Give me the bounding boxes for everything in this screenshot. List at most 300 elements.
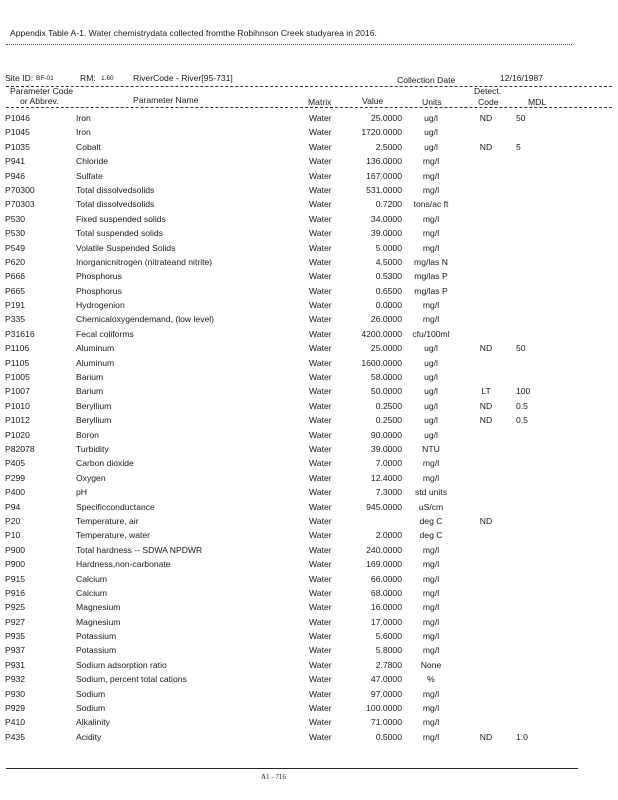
- table-row: [0, 471, 618, 485]
- param-code-cell: P70300: [5, 184, 35, 195]
- matrix-header: Matrix: [308, 97, 332, 107]
- value-cell: 5.6000: [375, 631, 402, 642]
- table-row: [0, 672, 618, 686]
- value-cell: 39.0000: [370, 443, 402, 454]
- units-cell: mg/las N: [414, 256, 448, 267]
- table-row: [0, 241, 618, 255]
- table-row: [0, 269, 618, 283]
- param-code-cell: P405: [5, 458, 26, 469]
- param-code-cell: P931: [5, 659, 26, 670]
- value-cell: 100.0000: [366, 703, 402, 714]
- data-table: [0, 111, 618, 744]
- footer-divider: [6, 768, 578, 769]
- matrix-cell: Water: [309, 242, 332, 253]
- param-code-cell: P932: [5, 674, 26, 685]
- matrix-cell: Water: [309, 587, 332, 598]
- value-cell: 16.0000: [370, 602, 402, 613]
- detect-code-cell: ND: [479, 731, 493, 742]
- matrix-cell: Water: [309, 386, 332, 397]
- param-code-cell: P20: [5, 515, 21, 526]
- matrix-cell: Water: [309, 314, 332, 325]
- table-row: [0, 658, 618, 672]
- param-code-cell: P400: [5, 487, 26, 498]
- detect-header: Detect.: [474, 86, 502, 96]
- value-cell: 58.0000: [370, 372, 402, 383]
- units-cell: mg/l: [422, 731, 440, 742]
- value-cell: 167.0000: [366, 170, 402, 181]
- mdl-cell: 0.5: [516, 415, 528, 426]
- table-row: [0, 284, 618, 298]
- matrix-cell: Water: [309, 228, 332, 239]
- value-cell: 4200.0000: [361, 328, 402, 339]
- value-cell: 26.0000: [370, 314, 402, 325]
- param-name-cell: Sulfate: [76, 170, 103, 181]
- table-row: [0, 687, 618, 701]
- mdl-cell: 50: [516, 343, 526, 354]
- param-name-cell: Barium: [76, 386, 104, 397]
- header-top-divider: [6, 86, 612, 87]
- param-name-cell: Sodium: [76, 703, 106, 714]
- units-cell: mg/las P: [414, 271, 448, 282]
- param-code-cell: P927: [5, 616, 26, 627]
- param-name-cell: Total suspended solids: [76, 228, 163, 239]
- matrix-cell: Water: [309, 328, 332, 339]
- mdl-cell: 5: [516, 141, 521, 152]
- param-code-cell: P1010: [5, 400, 30, 411]
- param-name-cell: Total dissolvedsolids: [76, 184, 155, 195]
- detect-code-cell: ND: [479, 415, 493, 426]
- value-cell: 5.8000: [375, 645, 402, 656]
- matrix-cell: Water: [309, 688, 332, 699]
- param-name-cell: Calcium: [76, 587, 108, 598]
- mdl-cell: 50: [516, 113, 526, 123]
- param-code-header: Parameter Code: [10, 86, 74, 96]
- units-cell: mg/l: [422, 616, 440, 627]
- param-code-cell: P1007: [5, 386, 30, 397]
- units-cell: mg/l: [422, 228, 440, 239]
- mdl-header: MDL: [528, 97, 547, 107]
- units-cell: deg C: [419, 515, 443, 526]
- value-cell: 0.6500: [375, 285, 402, 296]
- value-cell: 136.0000: [366, 156, 402, 167]
- matrix-cell: Water: [309, 616, 332, 627]
- value-cell: 2.0000: [375, 530, 402, 541]
- param-code-cell: P900: [5, 544, 26, 555]
- matrix-cell: Water: [309, 731, 332, 742]
- site-id-label: Site ID:: [5, 73, 34, 83]
- table-row: [0, 528, 618, 542]
- units-cell: mg/l: [422, 602, 440, 613]
- param-name-cell: Magnesium: [76, 602, 121, 613]
- units-cell: mg/l: [422, 213, 440, 224]
- units-cell: mg/l: [422, 703, 440, 714]
- param-name-cell: Barium: [76, 372, 104, 383]
- value-cell: 7.0000: [375, 458, 402, 469]
- matrix-cell: Water: [309, 602, 332, 613]
- param-code-cell: P900: [5, 559, 26, 570]
- table-row: [0, 255, 618, 269]
- table-row: [0, 183, 618, 197]
- matrix-cell: Water: [309, 127, 332, 138]
- param-name-cell: Inorganicnitrogen (nitrateand nitrite): [76, 256, 213, 267]
- param-code-cell: P929: [5, 703, 26, 714]
- units-cell: mg/l: [422, 645, 440, 656]
- table-row: [0, 312, 618, 326]
- units-header: Units: [422, 97, 442, 107]
- value-cell: 0.5300: [375, 271, 402, 282]
- page-title: Appendix Table A-1. Water chemistrydata collected fromthe Robihnson Creek studyarea in 2016.: [10, 28, 377, 38]
- value-cell: 169.0000: [366, 559, 402, 570]
- param-code-cell: P665: [5, 285, 26, 296]
- table-row: [0, 327, 618, 341]
- matrix-cell: Water: [309, 703, 332, 714]
- param-code-cell: P916: [5, 587, 26, 598]
- value-cell: 0.5000: [375, 731, 402, 742]
- param-code-cell: P82078: [5, 443, 35, 454]
- param-code-cell: P1105: [5, 357, 30, 368]
- value-cell: 2.7800: [375, 659, 402, 670]
- param-name-cell: Sodium adsorption ratio: [76, 659, 167, 670]
- param-name-cell: Cobalt: [76, 141, 101, 152]
- param-name-cell: Carbon dioxide: [76, 458, 134, 469]
- value-cell: 50.0000: [370, 386, 402, 397]
- table-row: [0, 140, 618, 154]
- table-row: [0, 600, 618, 614]
- table-row: [0, 456, 618, 470]
- value-cell: 34.0000: [370, 213, 402, 224]
- param-name-cell: Phosphorus: [76, 285, 122, 296]
- value-cell: 97.0000: [370, 688, 402, 699]
- param-code-cell: P1046: [5, 113, 30, 123]
- value-cell: 1600.0000: [361, 357, 402, 368]
- param-name-cell: Beryllium: [76, 415, 112, 426]
- param-name-cell: Iron: [76, 113, 91, 123]
- param-code-cell: P937: [5, 645, 26, 656]
- param-code-cell: P10: [5, 530, 21, 541]
- param-name-cell: Hardness,non-carbonate: [76, 559, 171, 570]
- matrix-cell: Water: [309, 400, 332, 411]
- value-cell: 0.2500: [375, 415, 402, 426]
- matrix-cell: Water: [309, 559, 332, 570]
- param-name-header: Parameter Name: [133, 95, 199, 105]
- value-cell: 25.0000: [370, 343, 402, 354]
- table-row: [0, 500, 618, 514]
- param-name-cell: Sodium, percent total cations: [76, 674, 187, 685]
- units-cell: NTU: [422, 443, 440, 454]
- matrix-cell: Water: [309, 256, 332, 267]
- param-name-cell: Acidity: [76, 731, 102, 742]
- value-cell: 25.0000: [370, 113, 402, 123]
- units-cell: mg/l: [422, 300, 440, 311]
- page-number: A1 - 716: [261, 773, 286, 781]
- param-name-cell: Temperature, air: [76, 515, 139, 526]
- param-name-cell: Aluminum: [76, 343, 115, 354]
- rm-label: RM:: [80, 73, 96, 83]
- param-code-cell: P666: [5, 271, 26, 282]
- matrix-cell: Water: [309, 271, 332, 282]
- units-cell: cfu/100ml: [412, 328, 450, 339]
- table-row: [0, 557, 618, 571]
- param-code-header-line2: or Abbrev.: [20, 96, 59, 106]
- matrix-cell: Water: [309, 501, 332, 512]
- param-name-cell: Hydrogenion: [76, 300, 125, 311]
- rm-value: 1.60: [101, 75, 114, 82]
- value-cell: 0.7200: [375, 199, 402, 210]
- value-cell: 7.3000: [375, 487, 402, 498]
- table-row: [0, 399, 618, 413]
- table-row: [0, 514, 618, 528]
- param-name-cell: Chloride: [76, 156, 109, 167]
- param-name-cell: Iron: [76, 127, 91, 138]
- param-name-cell: pH: [76, 487, 87, 498]
- param-code-cell: P191: [5, 300, 26, 311]
- matrix-cell: Water: [309, 659, 332, 670]
- units-cell: mg/las P: [414, 285, 448, 296]
- units-cell: mg/l: [422, 170, 440, 181]
- matrix-cell: Water: [309, 530, 332, 541]
- param-name-cell: Potassium: [76, 631, 117, 642]
- param-code-cell: P1020: [5, 429, 30, 440]
- value-cell: 0.2500: [375, 400, 402, 411]
- param-code-cell: P915: [5, 573, 26, 584]
- value-cell: 5.0000: [375, 242, 402, 253]
- table-row: [0, 413, 618, 427]
- param-name-cell: Potassium: [76, 645, 117, 656]
- param-code-cell: P1005: [5, 372, 30, 383]
- table-row: [0, 384, 618, 398]
- site-id-value: BF-01: [36, 75, 54, 82]
- param-name-cell: Fecal coliforms: [76, 328, 134, 339]
- value-cell: 39.0000: [370, 228, 402, 239]
- units-cell: ug/l: [424, 372, 438, 383]
- param-code-cell: P299: [5, 472, 26, 483]
- value-header: Value: [362, 96, 384, 106]
- units-cell: mg/l: [422, 631, 440, 642]
- river-code: RiverCode - River[95-731]: [133, 73, 233, 83]
- value-cell: 4.5000: [375, 256, 402, 267]
- units-cell: deg C: [419, 530, 443, 541]
- units-cell: ug/l: [424, 113, 438, 123]
- detect-code-cell: ND: [479, 343, 493, 354]
- table-row: [0, 715, 618, 729]
- value-cell: 0.0000: [375, 300, 402, 311]
- units-cell: ug/l: [424, 400, 438, 411]
- units-cell: ug/l: [424, 343, 438, 354]
- param-name-cell: Beryllium: [76, 400, 112, 411]
- matrix-cell: Water: [309, 199, 332, 210]
- table-row: [0, 428, 618, 442]
- param-code-cell: P530: [5, 228, 26, 239]
- table-row: [0, 485, 618, 499]
- table-row: [0, 212, 618, 226]
- param-name-cell: Aluminum: [76, 357, 115, 368]
- param-code-cell: P410: [5, 717, 26, 728]
- table-row: [0, 298, 618, 312]
- param-name-cell: Total hardness -- SDWA NPDWR: [76, 544, 203, 555]
- value-cell: 90.0000: [370, 429, 402, 440]
- detect-code-cell: ND: [479, 400, 493, 411]
- matrix-cell: Water: [309, 156, 332, 167]
- value-cell: 1720.0000: [361, 127, 402, 138]
- param-code-cell: P31616: [5, 328, 35, 339]
- matrix-cell: Water: [309, 213, 332, 224]
- table-row: [0, 572, 618, 586]
- header-bottom-divider: [6, 107, 612, 108]
- units-cell: ug/l: [424, 357, 438, 368]
- param-name-cell: Calcium: [76, 573, 108, 584]
- mdl-cell: 100: [516, 386, 531, 397]
- table-row: [0, 154, 618, 168]
- table-row: [0, 356, 618, 370]
- units-cell: mg/l: [422, 242, 440, 253]
- matrix-cell: Water: [309, 357, 332, 368]
- param-name-cell: Boron: [76, 429, 99, 440]
- units-cell: ug/l: [424, 415, 438, 426]
- param-code-cell: P530: [5, 213, 26, 224]
- value-cell: 240.0000: [366, 544, 402, 555]
- table-row: [0, 125, 618, 139]
- param-name-cell: Sodium: [76, 688, 106, 699]
- matrix-cell: Water: [309, 472, 332, 483]
- param-code-cell: P941: [5, 156, 26, 167]
- units-cell: mg/l: [422, 688, 440, 699]
- units-cell: uS/cm: [418, 501, 444, 512]
- matrix-cell: Water: [309, 184, 332, 195]
- matrix-cell: Water: [309, 415, 332, 426]
- param-name-cell: Alkalinity: [76, 717, 110, 728]
- param-code-cell: P549: [5, 242, 26, 253]
- table-row: [0, 643, 618, 657]
- detect-code-cell: ND: [479, 515, 493, 526]
- value-cell: 17.0000: [370, 616, 402, 627]
- units-cell: tons/ac ft: [413, 199, 449, 210]
- param-code-cell: P335: [5, 314, 26, 325]
- matrix-cell: Water: [309, 573, 332, 584]
- matrix-cell: Water: [309, 515, 332, 526]
- param-name-cell: Total dissolvedsolids: [76, 199, 155, 210]
- matrix-cell: Water: [309, 717, 332, 728]
- param-name-cell: Specificconductance: [76, 501, 155, 512]
- value-cell: 12.4000: [370, 472, 402, 483]
- units-cell: mg/l: [422, 184, 440, 195]
- value-cell: 66.0000: [370, 573, 402, 584]
- matrix-cell: Water: [309, 674, 332, 685]
- matrix-cell: Water: [309, 141, 332, 152]
- units-cell: mg/l: [422, 314, 440, 325]
- param-code-cell: P1035: [5, 141, 30, 152]
- matrix-cell: Water: [309, 544, 332, 555]
- table-row: [0, 197, 618, 211]
- param-code-cell: P1106: [5, 343, 30, 354]
- matrix-cell: Water: [309, 487, 332, 498]
- table-row: [0, 111, 618, 125]
- table-row: [0, 730, 618, 744]
- table-row: [0, 629, 618, 643]
- units-cell: ug/l: [424, 429, 438, 440]
- units-cell: ug/l: [424, 386, 438, 397]
- value-cell: 945.0000: [366, 501, 402, 512]
- param-code-cell: P930: [5, 688, 26, 699]
- units-cell: std units: [414, 487, 447, 498]
- detect-code-cell: ND: [479, 113, 493, 123]
- param-name-cell: Magnesium: [76, 616, 121, 627]
- param-name-cell: Chemicaloxygendemand, (low level): [76, 314, 215, 325]
- matrix-cell: Water: [309, 170, 332, 181]
- value-cell: 2.5000: [375, 141, 402, 152]
- matrix-cell: Water: [309, 343, 332, 354]
- mdl-cell: 1.0: [516, 731, 528, 742]
- units-cell: mg/l: [422, 544, 440, 555]
- matrix-cell: Water: [309, 372, 332, 383]
- table-row: [0, 341, 618, 355]
- units-cell: %: [427, 674, 435, 685]
- param-name-cell: Fixed suspended solids: [76, 213, 166, 224]
- units-cell: mg/l: [422, 573, 440, 584]
- matrix-cell: Water: [309, 458, 332, 469]
- collection-date-label: Collection Date: [397, 75, 456, 85]
- table-row: [0, 543, 618, 557]
- title-divider: [6, 44, 572, 45]
- value-cell: 531.0000: [366, 184, 402, 195]
- param-name-cell: Volatile Suspended Solids: [76, 242, 176, 253]
- units-cell: mg/l: [422, 156, 440, 167]
- param-code-cell: P70303: [5, 199, 35, 210]
- table-row: [0, 169, 618, 183]
- detect-header-line2: Code: [478, 97, 499, 107]
- units-cell: None: [420, 659, 442, 670]
- matrix-cell: Water: [309, 285, 332, 296]
- units-cell: ug/l: [424, 127, 438, 138]
- units-cell: mg/l: [422, 587, 440, 598]
- table-row: [0, 615, 618, 629]
- param-code-cell: P1012: [5, 415, 30, 426]
- param-code-cell: P620: [5, 256, 26, 267]
- detect-code-cell: LT: [481, 386, 491, 397]
- matrix-cell: Water: [309, 645, 332, 656]
- units-cell: ug/l: [424, 141, 438, 152]
- param-name-cell: Oxygen: [76, 472, 106, 483]
- param-code-cell: P946: [5, 170, 26, 181]
- param-name-cell: Turbidity: [76, 443, 109, 454]
- units-cell: mg/l: [422, 559, 440, 570]
- units-cell: mg/l: [422, 472, 440, 483]
- matrix-cell: Water: [309, 429, 332, 440]
- collection-date-value: 12/16/1987: [500, 73, 544, 83]
- value-cell: 47.0000: [370, 674, 402, 685]
- matrix-cell: Water: [309, 443, 332, 454]
- matrix-cell: Water: [309, 300, 332, 311]
- table-row: [0, 370, 618, 384]
- table-row: [0, 701, 618, 715]
- param-name-cell: Phosphorus: [76, 271, 122, 282]
- table-row: [0, 226, 618, 240]
- matrix-cell: Water: [309, 631, 332, 642]
- value-cell: 68.0000: [370, 587, 402, 598]
- units-cell: mg/l: [422, 717, 440, 728]
- param-code-cell: P1045: [5, 127, 30, 138]
- units-cell: mg/l: [422, 458, 440, 469]
- param-code-cell: P925: [5, 602, 26, 613]
- param-code-cell: P935: [5, 631, 26, 642]
- param-code-cell: P435: [5, 731, 26, 742]
- param-code-cell: P94: [5, 501, 21, 512]
- table-row: [0, 586, 618, 600]
- detect-code-cell: ND: [479, 141, 493, 152]
- table-row: [0, 442, 618, 456]
- param-name-cell: Temperature, water: [76, 530, 151, 541]
- matrix-cell: Water: [309, 113, 332, 123]
- value-cell: 71.0000: [370, 717, 402, 728]
